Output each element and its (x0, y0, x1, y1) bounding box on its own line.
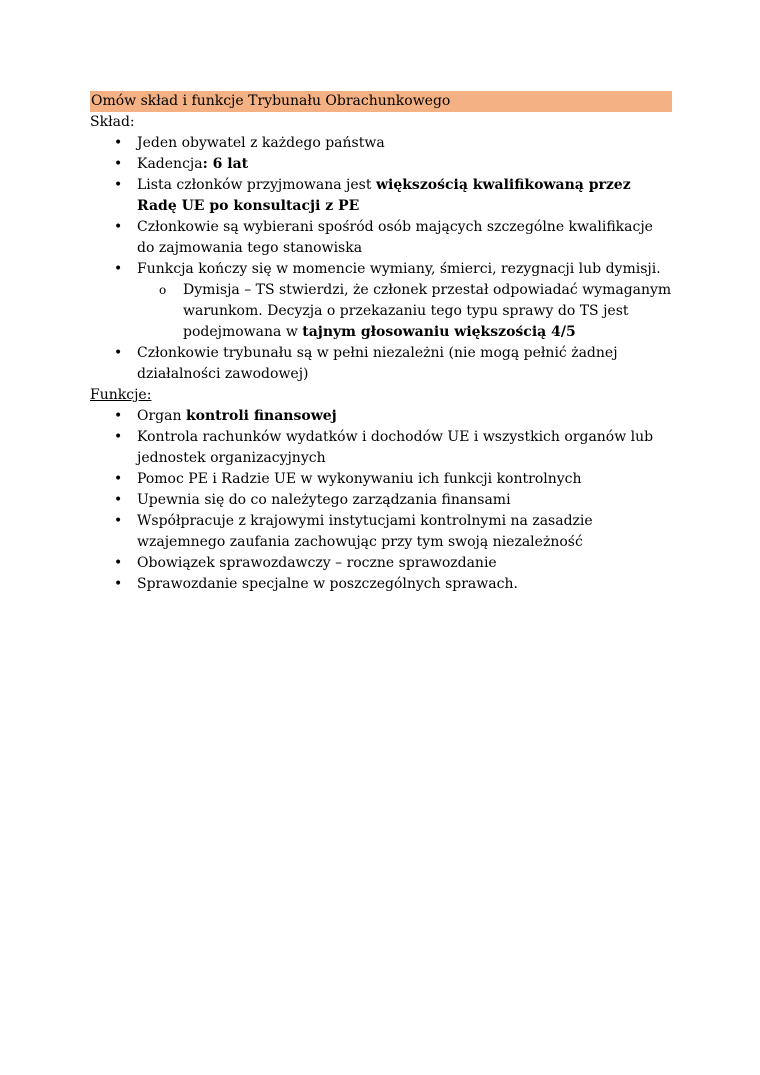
bullet-icon: • (114, 408, 123, 424)
bullet-icon: • (114, 261, 123, 277)
list-item: • Sprawozdanie specjalne w poszczególnych sprawach. (90, 574, 672, 595)
funkcje-label: Funkcje: (90, 387, 152, 403)
sub-list-item: o Dymisja – TS stwierdzi, że członek przestał odpowiadać wymaganym warunkom. Decyzja o przekazaniu tego typu sprawy do TS jest podejmowana w tajnym głosowaniu większością 4/5 (159, 282, 672, 340)
list-item: • Obowiązek sprawozdawczy – roczne sprawozdanie (90, 553, 672, 574)
bullet-icon: • (114, 135, 123, 151)
bullet-icon: • (114, 471, 123, 487)
bullet-icon: • (114, 492, 123, 508)
circle-bullet-icon: o (159, 283, 167, 297)
bullet-icon: • (114, 219, 123, 235)
list-item: • Kontrola rachunków wydatków i dochodów UE i wszystkich organów lub jednostek organizacyjnych (114, 429, 654, 466)
list-item: • Członkowie trybunału są w pełni niezależni (nie mogą pełnić żadnej działalności zawodowej) (114, 345, 618, 382)
sklad-list (90, 133, 672, 385)
sub-list (137, 280, 672, 343)
list-item: • Pomoc PE i Radzie UE w wykonywaniu ich funkcji kontrolnych (90, 469, 672, 490)
list-item: • Jeden obywatel z każdego państwa (90, 133, 672, 154)
list-item: • Funkcja kończy się w momencie wymiany, śmierci, rezygnacji lub dymisji. o Dymisja – TS stwierdzi, że członek przestał odpowiadać wymaganym warunkom. Decyzja o przekazaniu tego typu sprawy do TS jest podejmowana w tajnym głosowaniu większością 4/5 (90, 259, 672, 343)
document-heading: Omów skład i funkcje Trybunału Obrachunkowego (90, 91, 672, 112)
list-item: • Członkowie są wybierani spośród osób mających szczególne kwalifikacje do zajmowania tego stanowiska (114, 219, 653, 256)
bullet-icon: • (114, 555, 123, 571)
document-page (90, 91, 672, 595)
bullet-icon: • (114, 345, 123, 361)
list-item: • Lista członków przyjmowana jest większością kwalifikowaną przez Radę UE po konsultacji z PE (114, 177, 631, 214)
sklad-label: Skład: (90, 114, 135, 130)
funkcje-list (90, 406, 672, 595)
bullet-icon: • (114, 177, 123, 193)
list-item: • Współpracuje z krajowymi instytucjami kontrolnymi na zasadzie wzajemnego zaufania zachowując przy tym swoją niezależność (114, 513, 593, 550)
list-item: • Organ kontroli finansowej (90, 406, 672, 427)
bullet-icon: • (114, 576, 123, 592)
bullet-icon: • (114, 156, 123, 172)
bullet-icon: • (114, 513, 123, 529)
list-item: • Kadencja: 6 lat (90, 154, 672, 175)
bullet-icon: • (114, 429, 123, 445)
list-item: • Upewnia się do co należytego zarządzania finansami (90, 490, 672, 511)
